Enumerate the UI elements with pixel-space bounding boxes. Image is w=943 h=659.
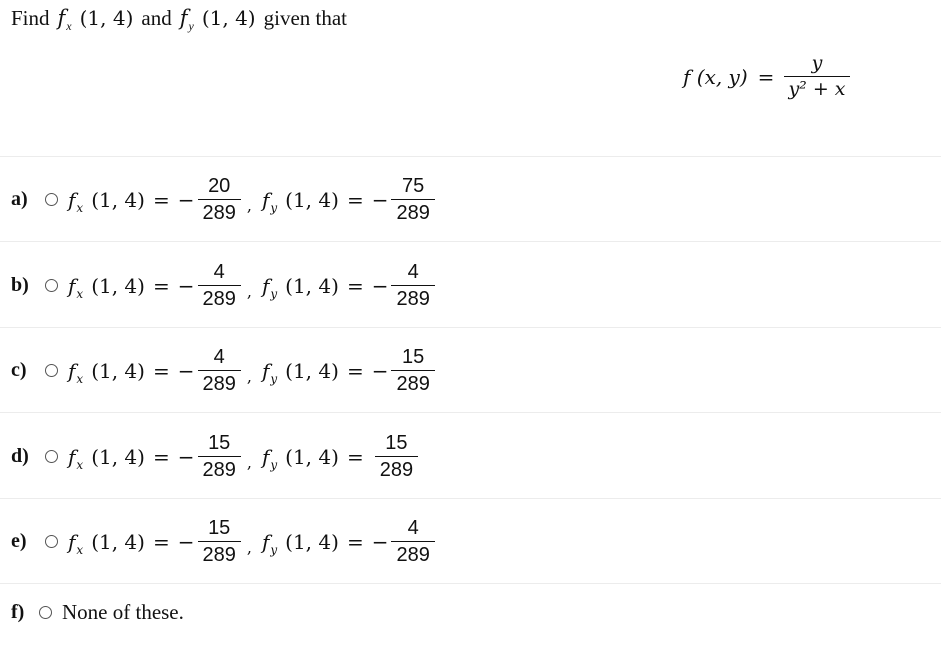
function-definition <box>683 54 850 99</box>
fx-f: f <box>68 273 76 298</box>
fy-fraction <box>391 518 434 565</box>
option-a[interactable] <box>11 157 941 242</box>
fy-equals: = <box>346 273 364 298</box>
function-fraction <box>784 54 849 99</box>
option-letter: b) <box>11 274 29 296</box>
fx-f: f <box>68 529 76 554</box>
option-text: None of these. <box>62 600 184 624</box>
fx-denominator: 289 <box>198 285 241 309</box>
function-denominator: y² + x <box>784 76 849 99</box>
fy-denominator: 289 <box>391 199 434 223</box>
function-numerator: y <box>811 52 823 74</box>
fy-f: f <box>179 6 188 30</box>
fx-sign: − <box>177 358 195 383</box>
fx-equals: = <box>152 187 170 212</box>
fx-sign: − <box>177 529 195 554</box>
option-d[interactable] <box>11 414 941 499</box>
fy-symbol <box>261 444 278 472</box>
fy-fraction <box>391 347 434 394</box>
fx-symbol <box>68 273 84 301</box>
fy-f: f <box>261 444 270 469</box>
fy-symbol <box>261 529 278 557</box>
fy-symbol <box>261 187 278 215</box>
comma: , <box>246 196 252 215</box>
fy-fraction <box>375 433 418 480</box>
option-letter: a) <box>11 188 28 210</box>
fx-fraction <box>198 433 241 480</box>
question-given-that: given that <box>263 6 348 30</box>
option-c[interactable] <box>11 328 941 413</box>
fx-symbol <box>68 187 84 215</box>
function-lhs: f (x, y) <box>683 64 748 89</box>
comma: , <box>246 453 252 472</box>
fx-subscript: x <box>76 286 84 301</box>
option-f[interactable] <box>11 570 941 655</box>
fy-symbol <box>180 6 194 31</box>
fy-point: (1, 4) <box>285 358 339 383</box>
question-point-2: (1, 4) <box>201 6 256 30</box>
fx-numerator: 20 <box>208 175 231 197</box>
fy-symbol <box>261 273 278 301</box>
fx-numerator: 15 <box>208 432 231 454</box>
fy-f: f <box>261 358 270 383</box>
fx-numerator: 15 <box>208 517 231 539</box>
question-find: Find <box>11 6 50 30</box>
comma: , <box>246 367 252 386</box>
fy-equals: = <box>346 529 364 554</box>
fy-subscript: y <box>270 286 278 301</box>
option-letter: d) <box>11 445 29 467</box>
radio-button[interactable] <box>39 606 52 619</box>
fy-subscript: y <box>270 371 278 386</box>
option-letter: e) <box>11 530 27 552</box>
option-letter: c) <box>11 359 27 381</box>
fx-point: (1, 4) <box>91 444 145 469</box>
fy-subscript: y <box>270 457 278 472</box>
fx-symbol <box>68 444 84 472</box>
fy-f: f <box>261 187 270 212</box>
fx-symbol <box>58 6 72 31</box>
fy-sign: − <box>371 358 389 383</box>
question-point-1: (1, 4) <box>79 6 134 30</box>
fx-subscript: x <box>76 371 84 386</box>
fx-numerator: 4 <box>213 346 225 368</box>
fy-denominator: 289 <box>391 370 434 394</box>
radio-button[interactable] <box>45 450 58 463</box>
fx-equals: = <box>152 273 170 298</box>
fy-denominator: 289 <box>391 285 434 309</box>
fy-f: f <box>261 529 270 554</box>
fy-point: (1, 4) <box>285 444 339 469</box>
fx-numerator: 4 <box>213 261 225 283</box>
fy-sign: − <box>371 273 389 298</box>
fy-sign: − <box>371 187 389 212</box>
option-b[interactable] <box>11 243 941 328</box>
fx-denominator: 289 <box>198 199 241 223</box>
fx-subscript: x <box>76 200 84 215</box>
fx-f: f <box>68 187 76 212</box>
fx-symbol <box>68 529 84 557</box>
fy-numerator: 4 <box>407 517 419 539</box>
fx-point: (1, 4) <box>91 529 145 554</box>
radio-button[interactable] <box>45 535 58 548</box>
fx-fraction <box>198 347 241 394</box>
fy-denominator: 289 <box>391 541 434 565</box>
fx-f: f <box>57 6 66 30</box>
function-equals: = <box>757 64 775 89</box>
fx-fraction <box>198 518 241 565</box>
fy-numerator: 15 <box>385 432 408 454</box>
fx-subscript: x <box>76 542 84 557</box>
fy-fraction <box>391 262 434 309</box>
fy-fraction <box>391 176 434 223</box>
fy-equals: = <box>346 187 364 212</box>
fx-subscript: x <box>76 457 84 472</box>
comma: , <box>246 538 252 557</box>
fx-point: (1, 4) <box>91 187 145 212</box>
question-and: and <box>141 6 172 30</box>
fx-denominator: 289 <box>198 541 241 565</box>
fy-subscript: y <box>270 542 278 557</box>
fx-equals: = <box>152 358 170 383</box>
fy-f: f <box>261 273 270 298</box>
fy-equals: = <box>346 358 364 383</box>
fy-point: (1, 4) <box>285 187 339 212</box>
fx-fraction <box>198 262 241 309</box>
fy-numerator: 75 <box>402 175 425 197</box>
fy-symbol <box>261 358 278 386</box>
fy-numerator: 15 <box>402 346 425 368</box>
fx-denominator: 289 <box>198 456 241 480</box>
question-text <box>11 6 347 31</box>
fy-sign: − <box>371 529 389 554</box>
fx-equals: = <box>152 444 170 469</box>
fx-equals: = <box>152 529 170 554</box>
fx-denominator: 289 <box>198 370 241 394</box>
fx-sign: − <box>177 444 195 469</box>
fy-subscript: y <box>188 19 194 33</box>
radio-button[interactable] <box>45 279 58 292</box>
comma: , <box>246 282 252 301</box>
fy-numerator: 4 <box>407 261 419 283</box>
fx-fraction <box>198 176 241 223</box>
fx-symbol <box>68 358 84 386</box>
fx-point: (1, 4) <box>91 358 145 383</box>
fy-denominator: 289 <box>375 456 418 480</box>
fx-subscript: x <box>66 19 72 33</box>
fy-subscript: y <box>270 200 278 215</box>
radio-button[interactable] <box>45 193 58 206</box>
fx-f: f <box>68 444 76 469</box>
fx-point: (1, 4) <box>91 273 145 298</box>
fy-point: (1, 4) <box>285 529 339 554</box>
option-letter: f) <box>11 601 25 623</box>
radio-button[interactable] <box>45 364 58 377</box>
fy-point: (1, 4) <box>285 273 339 298</box>
fx-sign: − <box>177 273 195 298</box>
fx-f: f <box>68 358 76 383</box>
fy-equals: = <box>346 444 364 469</box>
fx-sign: − <box>177 187 195 212</box>
